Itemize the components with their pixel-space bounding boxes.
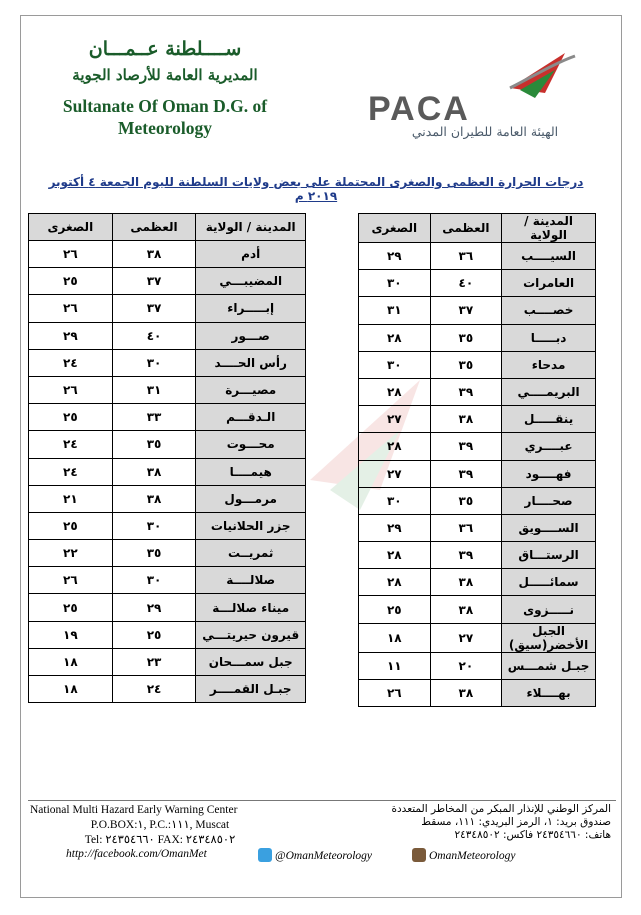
twitter-icon (258, 848, 272, 862)
min-temp-cell: ٢٦ (29, 376, 113, 403)
max-temp-cell: ٢٣ (112, 648, 196, 675)
table-row (359, 433, 596, 460)
city-cell: دبـــــا (502, 324, 596, 351)
max-temp-cell: ٢٧ (430, 623, 502, 652)
table-header-row (359, 214, 596, 243)
city-cell: خصــــب (502, 297, 596, 324)
twitter-handle: @OmanMeteorology (275, 850, 373, 862)
twitter-link[interactable] (258, 848, 372, 862)
city-cell: ثمريــت (196, 540, 306, 567)
min-temp-cell: ١١ (359, 652, 431, 679)
table-row (359, 406, 596, 433)
table-row (29, 621, 306, 648)
max-temp-cell: ٣٧ (112, 295, 196, 322)
min-temp-cell: ٢٩ (359, 243, 431, 270)
city-cell: سمائـــــل (502, 569, 596, 596)
forecast-headline: درجات الحرارة العظمى والصغرى المحتملة على بعض ولايات السلطنة لليوم الجمعة ٤ أكتوبر ٢٠١٩ م (48, 175, 584, 203)
max-temp-cell: ٣٦ (430, 514, 502, 541)
table-row (29, 431, 306, 458)
city-cell: رأس الحــــد (196, 349, 306, 376)
min-temp-cell: ٢٩ (29, 322, 113, 349)
max-temp-cell: ٣٥ (112, 540, 196, 567)
min-temp-cell: ٣١ (359, 297, 431, 324)
max-temp-cell: ٣٣ (112, 404, 196, 431)
table-row (359, 487, 596, 514)
table-row (29, 512, 306, 539)
instagram-icon (412, 848, 426, 862)
min-temp-cell: ٢٨ (359, 569, 431, 596)
max-temp-cell: ٣١ (112, 376, 196, 403)
max-temp-cell: ٣٩ (430, 378, 502, 405)
table-row (359, 596, 596, 623)
max-temp-cell: ٢٤ (112, 676, 196, 703)
table-row (29, 594, 306, 621)
city-cell: جبـل القمــــر (196, 676, 306, 703)
min-temp-cell: ٢٦ (29, 241, 113, 268)
city-cell: البريمــــي (502, 378, 596, 405)
footer-ar-center-name: المركز الوطني للإنذار المبكر من المخاطر المتعددة (391, 803, 611, 815)
max-temp-cell: ٣٥ (430, 487, 502, 514)
city-cell: مصيـــرة (196, 376, 306, 403)
city-cell: الســــويق (502, 514, 596, 541)
city-cell: هيمــــا (196, 458, 306, 485)
facebook-link[interactable]: http://facebook.com/OmanMet (66, 848, 207, 860)
table-row (29, 567, 306, 594)
table-row (359, 324, 596, 351)
city-cell: جبل سمـــحان (196, 648, 306, 675)
table-row (359, 652, 596, 679)
min-temp-cell: ٢٢ (29, 540, 113, 567)
min-temp-cell: ١٨ (359, 623, 431, 652)
footer-ar-phone: هاتف: ٢٤٣٥٤٦٦٠ فاكس: ٢٤٣٤٨٥٠٢ (454, 829, 611, 841)
city-cell: صـــور (196, 322, 306, 349)
footer-divider (28, 800, 616, 801)
column-header-min: الصغرى (359, 214, 431, 243)
city-cell: أدم (196, 241, 306, 268)
city-cell: العامرات (502, 270, 596, 297)
min-temp-cell: ٢٥ (29, 512, 113, 539)
table-row (29, 458, 306, 485)
min-temp-cell: ١٨ (29, 676, 113, 703)
min-temp-cell: ٢٥ (29, 594, 113, 621)
min-temp-cell: ١٨ (29, 648, 113, 675)
min-temp-cell: ٢٧ (359, 460, 431, 487)
min-temp-cell: ٢٨ (359, 433, 431, 460)
city-cell: الجبل الأخضر(سيق) (502, 623, 596, 652)
logo-text: PACA (368, 90, 470, 128)
column-header-max: العظمى (430, 214, 502, 243)
city-cell: ينقـــــل (502, 406, 596, 433)
footer-en-phone: Tel: ٢٤٣٥٤٦٦٠ FAX: ٢٤٣٤٨٥٠٢ (84, 834, 236, 846)
column-header-min: الصغرى (29, 214, 113, 241)
footer-english (30, 803, 290, 848)
table-row (29, 349, 306, 376)
max-temp-cell: ٣٦ (430, 243, 502, 270)
max-temp-cell: ٣٨ (112, 458, 196, 485)
instagram-link[interactable] (412, 848, 515, 862)
max-temp-cell: ٤٠ (430, 270, 502, 297)
max-temp-cell: ٣٥ (430, 324, 502, 351)
city-cell: مرمـــول (196, 485, 306, 512)
min-temp-cell: ١٩ (29, 621, 113, 648)
city-cell: عبــــري (502, 433, 596, 460)
temperature-table-right (358, 213, 596, 707)
max-temp-cell: ٣٨ (430, 569, 502, 596)
city-cell: نـــــزوى (502, 596, 596, 623)
max-temp-cell: ٣٨ (112, 485, 196, 512)
min-temp-cell: ٢٤ (29, 458, 113, 485)
max-temp-cell: ٣٥ (112, 431, 196, 458)
logo-arabic-text: الهيئة العامة للطيران المدني (411, 124, 559, 139)
table-row (29, 676, 306, 703)
footer-en-address: P.O.BOX:١, P.C.:١١١, Muscat (90, 819, 230, 831)
max-temp-cell: ٣٠ (112, 512, 196, 539)
max-temp-cell: ٣٠ (112, 349, 196, 376)
english-title (40, 95, 290, 139)
arabic-subtitle: المديرية العامة للأرصاد الجوية (72, 66, 258, 84)
table-row (359, 270, 596, 297)
instagram-handle: OmanMeteorology (429, 850, 516, 862)
city-cell: الـدقـــم (196, 404, 306, 431)
table-row (29, 485, 306, 512)
min-temp-cell: ٣٠ (359, 487, 431, 514)
city-cell: صحــــار (502, 487, 596, 514)
table-row (359, 514, 596, 541)
table-row (359, 351, 596, 378)
max-temp-cell: ٣٧ (430, 297, 502, 324)
min-temp-cell: ٢٨ (359, 378, 431, 405)
table-row (359, 243, 596, 270)
city-cell: الرستـــاق (502, 542, 596, 569)
max-temp-cell: ٣٩ (430, 460, 502, 487)
min-temp-cell: ٢٥ (359, 596, 431, 623)
table-row (359, 623, 596, 652)
footer-ar-address: صندوق بريد: ١، الرمز البريدي: ١١١، مسقط (421, 816, 611, 828)
table-row (29, 322, 306, 349)
city-cell: السيــــب (502, 243, 596, 270)
max-temp-cell: ٢٠ (430, 652, 502, 679)
min-temp-cell: ٢٧ (359, 406, 431, 433)
max-temp-cell: ٤٠ (112, 322, 196, 349)
min-temp-cell: ٢٤ (29, 431, 113, 458)
min-temp-cell: ٢٨ (359, 542, 431, 569)
table-row (359, 460, 596, 487)
column-header-city: المدينة / الولاية (196, 214, 306, 241)
min-temp-cell: ٢٨ (359, 324, 431, 351)
city-cell: بهــــلاء (502, 679, 596, 706)
table-row (359, 378, 596, 405)
english-title-line1: Sultanate Of Oman D.G. of (62, 96, 268, 116)
city-cell: جزر الحلانيات (196, 512, 306, 539)
footer-arabic (351, 803, 611, 842)
max-temp-cell: ٣٥ (430, 351, 502, 378)
table-row (359, 297, 596, 324)
column-header-city: المدينة / الولاية (502, 214, 596, 243)
max-temp-cell: ٣٠ (112, 567, 196, 594)
city-cell: ميناء صلالـــة (196, 594, 306, 621)
arabic-title: ســــلطنة عــمـــان (88, 38, 242, 60)
table-row (29, 268, 306, 295)
min-temp-cell: ٢٩ (359, 514, 431, 541)
city-cell: جبـل شمـــس (502, 652, 596, 679)
table-row (29, 295, 306, 322)
min-temp-cell: ٢٦ (29, 567, 113, 594)
max-temp-cell: ٣٩ (430, 542, 502, 569)
city-cell: محـــوت (196, 431, 306, 458)
footer-en-center-name: National Multi Hazard Early Warning Center (30, 804, 238, 816)
table-row (29, 376, 306, 403)
max-temp-cell: ٢٩ (112, 594, 196, 621)
table-row (29, 241, 306, 268)
temperature-table-left (28, 213, 306, 703)
max-temp-cell: ٣٨ (430, 596, 502, 623)
city-cell: مدحاء (502, 351, 596, 378)
min-temp-cell: ٢٥ (29, 404, 113, 431)
table-row (359, 542, 596, 569)
max-temp-cell: ٣٧ (112, 268, 196, 295)
city-cell: إبـــــراء (196, 295, 306, 322)
max-temp-cell: ٣٨ (430, 406, 502, 433)
max-temp-cell: ٢٥ (112, 621, 196, 648)
table-row (359, 679, 596, 706)
max-temp-cell: ٣٩ (430, 433, 502, 460)
min-temp-cell: ٢٦ (359, 679, 431, 706)
min-temp-cell: ٢٤ (29, 349, 113, 376)
table-row (359, 569, 596, 596)
table-header-row (29, 214, 306, 241)
min-temp-cell: ٣٠ (359, 351, 431, 378)
max-temp-cell: ٣٨ (430, 679, 502, 706)
min-temp-cell: ٢١ (29, 485, 113, 512)
table-row (29, 404, 306, 431)
min-temp-cell: ٢٥ (29, 268, 113, 295)
min-temp-cell: ٢٦ (29, 295, 113, 322)
city-cell: صلالــــة (196, 567, 306, 594)
table-row (29, 540, 306, 567)
city-cell: المضيبـــي (196, 268, 306, 295)
table-row (29, 648, 306, 675)
city-cell: فهــــود (502, 460, 596, 487)
max-temp-cell: ٣٨ (112, 241, 196, 268)
min-temp-cell: ٣٠ (359, 270, 431, 297)
city-cell: قيرون حيريتـــي (196, 621, 306, 648)
english-title-line2: Meteorology (118, 118, 212, 138)
column-header-max: العظمى (112, 214, 196, 241)
